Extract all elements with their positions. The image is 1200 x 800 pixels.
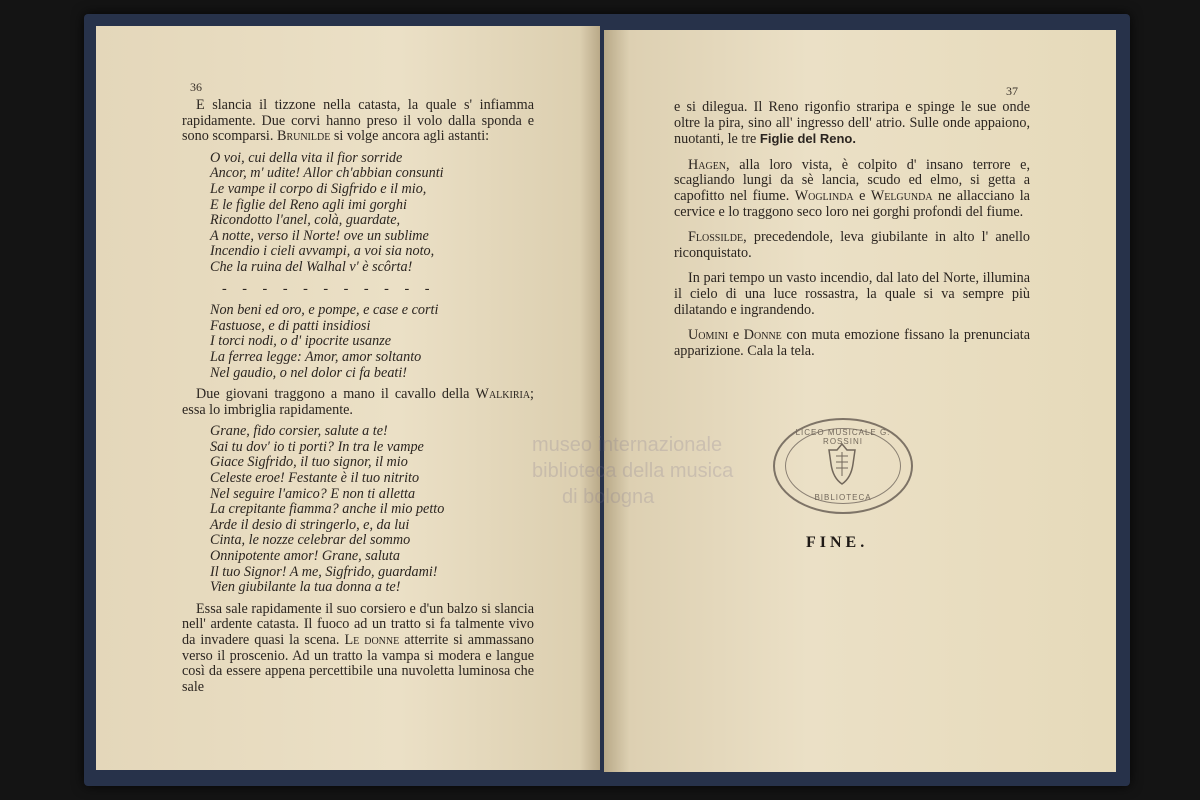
paragraph: Hagen, alla loro vista, è colpito d' insano terrore e, scagliando lungi da sè lancia, scudo ed elmo, si getta a capofitto nel fiume. Woglinda e Welgunda ne allacciano la cervice e lo traggono seco loro nei gorghi profondi del fiume. (674, 156, 1030, 220)
verse-dashes: - - - - - - - - - - - (222, 280, 436, 297)
verse-line: Giace Sigfrido, il tuo signor, il mio (210, 454, 408, 471)
character-name: Uomini (688, 327, 729, 344)
verse-line: Non beni ed oro, e pompe, e case e corti (210, 302, 439, 319)
character-name: Walkiria (475, 386, 531, 403)
right-page-text (674, 100, 1030, 365)
character-name: Flossilde (688, 229, 744, 246)
right-page (604, 30, 1116, 772)
verse-line: La ferrea legge: Amor, amor soltanto (210, 348, 422, 365)
verse-line: Onnipotente amor! Grane, saluta (210, 548, 400, 565)
verse-line: Vien giubilante la tua donna a te! (210, 579, 401, 596)
paragraph: E slancia il tizzone nella catasta, la quale s' infiamma rapidamente. Due corvi hanno preso il volo dalla sponda e sono scomparsi. Brunilde si volge ancora agli astanti: (182, 97, 534, 145)
character-name: Welgunda (870, 187, 933, 204)
verse-line: E le figlie del Reno agli imi gorghi (210, 196, 407, 213)
verse-line: Grane, fido corsier, salute a te! (210, 423, 388, 440)
left-page-text (182, 98, 534, 701)
verse-line: Sai tu dov' io ti porti? In tra le vampe (210, 438, 424, 455)
verse-block (210, 424, 534, 596)
character-name: Donne (743, 327, 782, 344)
verse-line: Cinta, le nozze celebrar del sommo (210, 532, 411, 549)
end-mark: FINE. (806, 534, 869, 551)
verse-block (210, 151, 534, 276)
character-name: Brunilde (276, 128, 331, 145)
verse-line: I torci nodi, o d' ipocrite usanze (210, 333, 392, 350)
verse-line: Celeste eroe! Festante è il tuo nitrito (210, 470, 420, 487)
paragraph: e si dilegua. Il Reno rigonfio straripa e spinge le sue onde oltre la pira, sino all' ingresso dell' atrio. Sulle onde appaiono, nuotanti, le tre Figlie del Reno. (674, 99, 1030, 148)
page-number: 37 (1006, 84, 1018, 98)
verse-line: La crepitante fiamma? anche il mio petto (210, 501, 445, 518)
verse-line: O voi, cui della vita il fior sorride (210, 149, 403, 166)
verse-line: Il tuo Signor! A me, Sigfrido, guardami! (210, 563, 438, 580)
watermark: museo internazionale biblioteca della musica di bologna (532, 434, 734, 508)
stamp-bottom-text: BIBLIOTECA (814, 493, 872, 502)
library-stamp (773, 418, 913, 514)
verse-line: Nel seguire l'amico? E non ti alletta (210, 485, 416, 502)
paragraph: Essa sale rapidamente il suo corsiero e d'un balzo si slancia nell' ardente catasta. Il fuoco ad un tratto si fa talmente vivo da invadere quasi la scena. Le donne atterrite si ammassano verso il proscenio. Ad un tratto la vampa si modera e langue così da essere appena percettibile una nuvoletta luminosa che sale (182, 600, 534, 695)
character-name: Hagen (688, 156, 727, 173)
verse-line: Le vampe il corpo di Sigfrido e il mio, (210, 180, 427, 197)
verse-line: Incendio i cieli avvampi, a voi sia noto, (210, 243, 435, 260)
paragraph: Flossilde, precedendole, leva giubilante in alto l' anello riconquistato. (674, 229, 1030, 261)
character-name: Woglinda (794, 187, 854, 204)
page-number: 36 (190, 80, 202, 94)
paragraph: Uomini e Donne con muta emozione fissano la prenunciata apparizione. Cala la tela. (674, 327, 1030, 359)
verse-line: Ancor, m' udite! Allor ch'abbian consunti (210, 165, 444, 182)
crest-icon (825, 442, 859, 486)
verse-block (210, 303, 534, 381)
verse-line: Arde il desio di stringerlo, e, da lui (210, 516, 410, 533)
verse-line: A notte, verso il Norte! ove un sublime (210, 227, 429, 244)
character-name: Le donne (344, 632, 400, 648)
verse-line: Ricondotto l'anel, colà, guardate, (210, 212, 401, 229)
left-page (96, 26, 600, 770)
verse-line: Che la ruina del Walhal v' è scôrta! (210, 258, 413, 275)
verse-line: Fastuose, e di patti insidiosi (210, 317, 371, 334)
stamp-top-text: LICEO MUSICALE G. ROSSINI (795, 428, 891, 446)
paragraph: In pari tempo un vasto incendio, dal lato del Norte, illumina il cielo di una luce rossastra, la quale si va sempre più dilatando e ingrandendo. (674, 270, 1030, 318)
verse-line: Nel gaudio, o nel dolor ci fa beati! (210, 364, 408, 381)
bold-phrase: Figlie del Reno. (759, 131, 856, 147)
paragraph: Due giovani traggono a mano il cavallo della Walkiria; essa lo imbriglia rapidamente. (182, 386, 534, 418)
